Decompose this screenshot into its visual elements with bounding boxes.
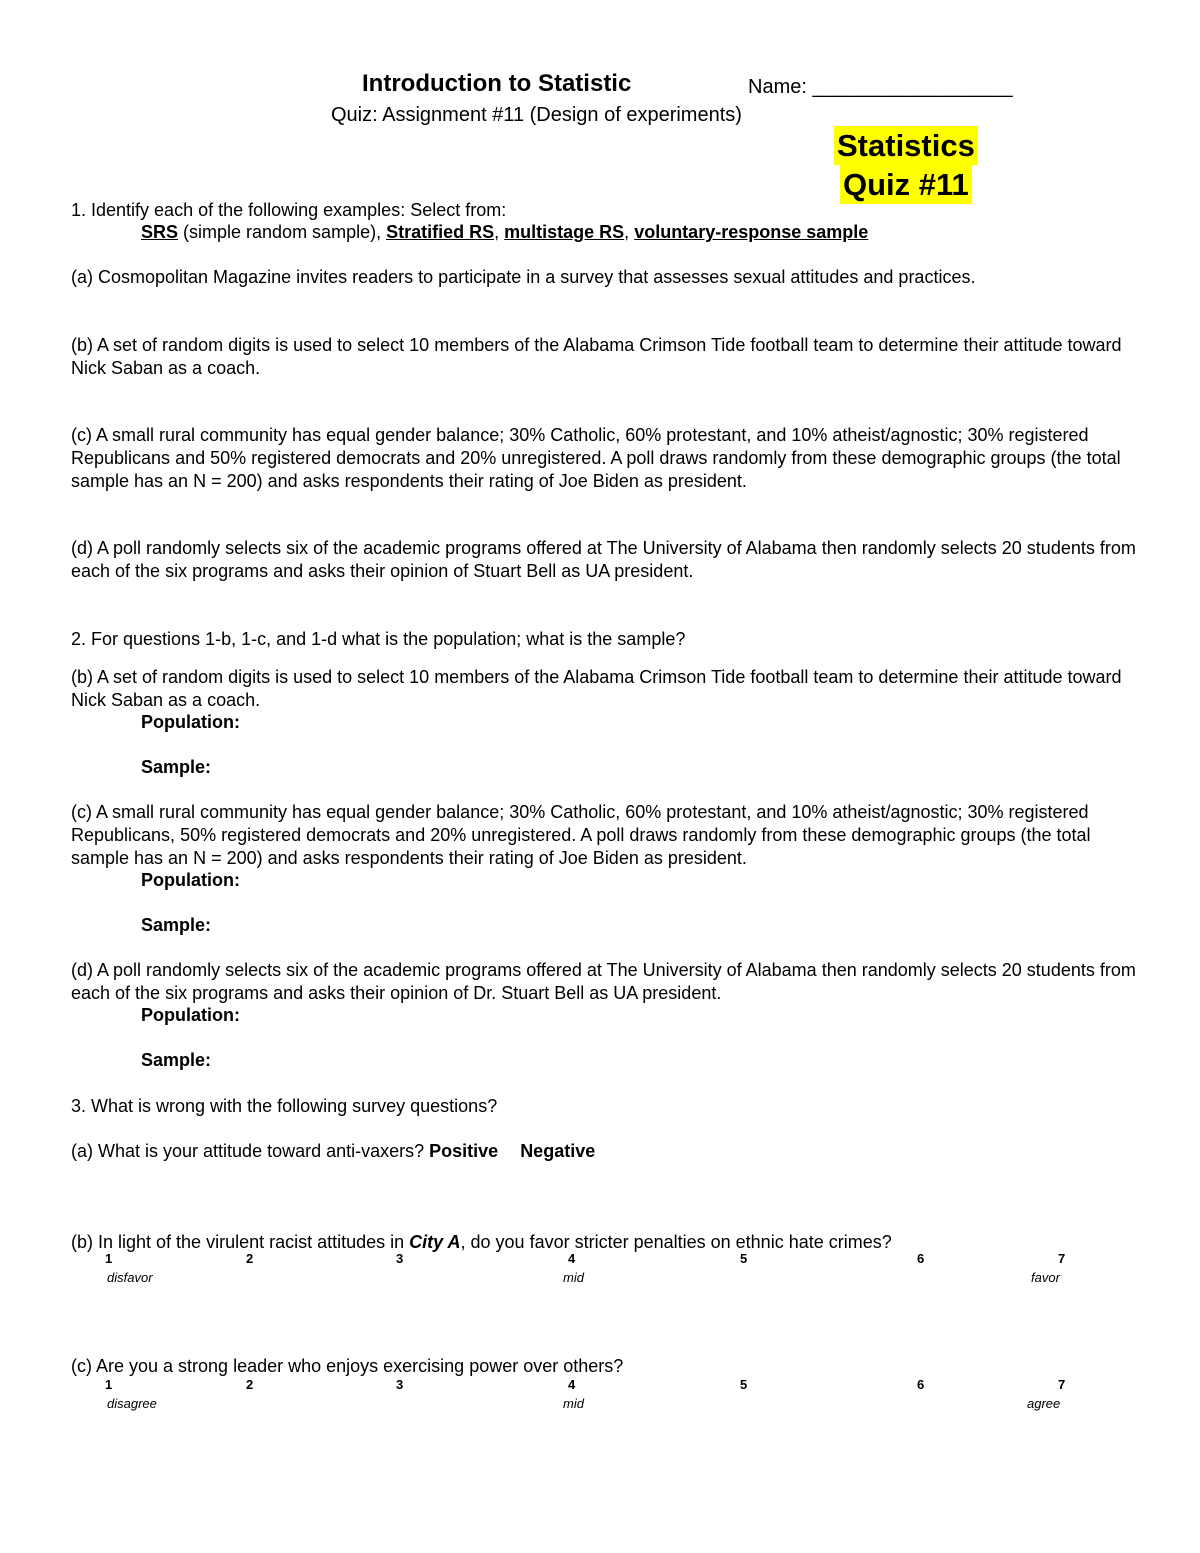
option-separator: ,	[624, 222, 635, 242]
population-label: Population:	[141, 1005, 240, 1025]
sample-label: Sample:	[141, 915, 212, 935]
sample-label: Sample:	[141, 1050, 212, 1070]
population-label: Population:	[141, 870, 240, 890]
page-subtitle: Quiz: Assignment #11 (Design of experiments)	[331, 104, 742, 126]
population-label: Population:	[141, 712, 240, 732]
question-1b: (b) A set of random digits is used to select 10 members of the Alabama Crimson Tide football team to determine their attitude toward Nick Saban as a coach.	[71, 335, 1122, 378]
option-srs-description: (simple random sample),	[178, 222, 387, 242]
question-1a: (a) Cosmopolitan Magazine invites readers to participate in a survey that assesses sexual attitudes and practices.	[71, 267, 976, 287]
option-srs: SRS	[141, 222, 179, 242]
question-1d: (d) A poll randomly selects six of the academic programs offered at The University of Alabama then randomly selects 20 students from each of the six programs and asks their opinion of Stuart Bell as UA president.	[71, 538, 1136, 581]
question-1c: (c) A small rural community has equal gender balance; 30% Catholic, 60% protestant, and 10% atheist/agnostic; 30% registered Republicans and 50% registered democrats and 20% unregistered. A poll draws randomly from these demographic groups (the total sample has an N = 200) and asks respondents their rating of Joe Biden as president.	[71, 425, 1121, 491]
scale-point: 2	[246, 1377, 254, 1392]
question-2b: (b) A set of random digits is used to select 10 members of the Alabama Crimson Tide football team to determine their attitude toward Nick Saban as a coach.	[71, 667, 1122, 710]
question-3a-text: (a) What is your attitude toward anti-vaxers?	[71, 1141, 430, 1161]
scale-anchor-mid: mid	[563, 1270, 584, 1285]
question-2d: (d) A poll randomly selects six of the academic programs offered at The University of Alabama then randomly selects 20 students from each of the six programs and asks their opinion of Dr. Stuart Bell as UA president.	[71, 960, 1136, 1003]
scale-point: 5	[740, 1251, 748, 1266]
question-1-options	[141, 221, 868, 244]
answer-positive: Positive	[429, 1141, 499, 1161]
sample-label: Sample:	[141, 757, 212, 777]
scale-anchor-low: disfavor	[107, 1270, 153, 1285]
highlight-title-line2: Quiz #11	[840, 165, 972, 204]
scale-anchor-low: disagree	[107, 1396, 157, 1411]
scale-point: 6	[917, 1251, 925, 1266]
option-voluntary: voluntary-response sample	[634, 222, 869, 242]
scale-point: 7	[1058, 1377, 1066, 1392]
highlight-title-line1: Statistics	[834, 126, 978, 165]
scale-anchor-high: favor	[1031, 1270, 1060, 1285]
page-title: Introduction to Statistic	[362, 70, 632, 97]
question-3b-text-end: , do you favor stricter penalties on ethnic hate crimes?	[460, 1232, 892, 1252]
scale-anchor-high: agree	[1027, 1396, 1061, 1411]
question-3c: (c) Are you a strong leader who enjoys exercising power over others?	[71, 1356, 624, 1376]
question-2-prompt: 2. For questions 1-b, 1-c, and 1-d what is the population; what is the sample?	[71, 629, 686, 649]
scale-point: 2	[246, 1251, 254, 1266]
option-multistage: multistage RS	[504, 222, 625, 242]
option-separator: ,	[494, 222, 505, 242]
scale-point: 3	[396, 1377, 404, 1392]
scale-point: 1	[105, 1377, 113, 1392]
question-3-prompt: 3. What is wrong with the following survey questions?	[71, 1096, 498, 1116]
scale-point: 4	[568, 1377, 576, 1392]
scale-point: 4	[568, 1251, 576, 1266]
scale-point: 6	[917, 1377, 925, 1392]
question-3b-text-start: (b) In light of the virulent racist attitudes in	[71, 1232, 410, 1252]
name-field-label: Name: __________________	[748, 76, 1013, 98]
option-stratified: Stratified RS	[386, 222, 495, 242]
question-1-prompt: 1. Identify each of the following examples: Select from:	[71, 200, 507, 220]
question-2c: (c) A small rural community has equal gender balance; 30% Catholic, 60% protestant, and 10% atheist/agnostic; 30% registered Republicans, 50% registered democrats and 20% unregistered. A poll draws randomly from these demographic groups (the total sample has an N = 200) and asks respondents their rating of Joe Biden as president.	[71, 802, 1091, 868]
scale-point: 5	[740, 1377, 748, 1392]
scale-point: 1	[105, 1251, 113, 1266]
answer-negative: Negative	[520, 1141, 596, 1161]
scale-point: 7	[1058, 1251, 1066, 1266]
question-3b	[71, 1231, 892, 1254]
question-3b-city: City A	[409, 1232, 461, 1252]
scale-point: 3	[396, 1251, 404, 1266]
scale-anchor-mid: mid	[563, 1396, 584, 1411]
question-3a	[71, 1140, 595, 1163]
